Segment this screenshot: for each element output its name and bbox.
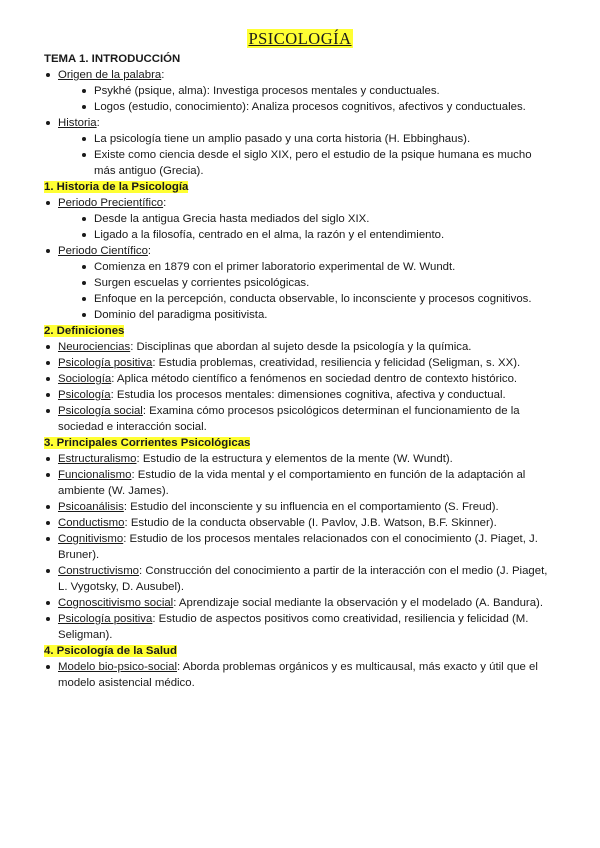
list-item: Conductismo: Estudio de la conducta observable (I. Pavlov, J.B. Watson, B.F. Skinner). bbox=[44, 515, 556, 531]
document-title-text: PSICOLOGÍA bbox=[248, 29, 352, 48]
sub-list-item: Enfoque en la percepción, conducta observable, lo inconsciente y procesos cognitivos. bbox=[80, 291, 556, 307]
sub-list-item: Logos (estudio, conocimiento): Analiza procesos cognitivos, afectivos y conductuales. bbox=[80, 99, 556, 115]
sub-list-item: Existe como ciencia desde el siglo XIX, pero el estudio de la psique humana es mucho más antiguo (Grecia). bbox=[80, 147, 556, 179]
sub-list-item: Surgen escuelas y corrientes psicológicas. bbox=[80, 275, 556, 291]
section-list-salud bbox=[44, 659, 556, 691]
list-item: Estructuralismo: Estudio de la estructura y elementos de la mente (W. Wundt). bbox=[44, 451, 556, 467]
list-item: Periodo Científico: Comienza en 1879 con el primer laboratorio experimental de W. Wundt. Surgen escuelas y corrientes psicológicas. Enfoque en la percepción, conducta observable, lo inconsciente y procesos cognitivos. Dominio del paradigma positivista. bbox=[44, 243, 556, 323]
sub-list-item: Ligado a la filosofía, centrado en el alma, la razón y el entendimiento. bbox=[80, 227, 556, 243]
sub-list-item: La psicología tiene un amplio pasado y una corta historia (H. Ebbinghaus). bbox=[80, 131, 556, 147]
list-item: Psicoanálisis: Estudio del inconsciente y su influencia en el comportamiento (S. Freud). bbox=[44, 499, 556, 515]
list-item: Psicología: Estudia los procesos mentales: dimensiones cognitiva, afectiva y conductual. bbox=[44, 387, 556, 403]
list-item: Historia: La psicología tiene un amplio pasado y una corta historia (H. Ebbinghaus). Existe como ciencia desde el siglo XIX, pero el estudio de la psique humana es mucho más antiguo (Grecia). bbox=[44, 115, 556, 179]
list-item: Constructivismo: Construcción del conocimiento a partir de la interacción con el medio (J. Piaget, L. Vygotsky, D. Ausubel). bbox=[44, 563, 556, 595]
sub-list-item: Desde la antigua Grecia hasta mediados del siglo XIX. bbox=[80, 211, 556, 227]
sub-list bbox=[80, 83, 556, 115]
sub-list bbox=[80, 211, 556, 243]
section-list-corrientes bbox=[44, 451, 556, 643]
list-item: Psicología positiva: Estudio de aspectos positivos como creatividad, resiliencia y felicidad (M. Seligman). bbox=[44, 611, 556, 643]
sub-list-item: Psykhé (psique, alma): Investiga procesos mentales y conductuales. bbox=[80, 83, 556, 99]
section-heading-corrientes: 3. Principales Corrientes Psicológicas bbox=[44, 437, 251, 449]
section-list-historia bbox=[44, 195, 556, 323]
list-item: Cognitivismo: Estudio de los procesos mentales relacionados con el conocimiento (J. Piaget, J. Bruner). bbox=[44, 531, 556, 563]
list-item: Neurociencias: Disciplinas que abordan al sujeto desde la psicología y la química. bbox=[44, 339, 556, 355]
section-heading-definiciones: 2. Definiciones bbox=[44, 325, 125, 337]
section-heading-salud: 4. Psicología de la Salud bbox=[44, 645, 177, 657]
list-item: Psicología positiva: Estudia problemas, creatividad, resiliencia y felicidad (Seligman, s. XX). bbox=[44, 355, 556, 371]
list-item: Origen de la palabra: Psykhé (psique, alma): Investiga procesos mentales y conductuales. Logos (estudio, conocimiento): Analiza procesos cognitivos, afectivos y conductuales. bbox=[44, 67, 556, 115]
list-item: Sociología: Aplica método científico a fenómenos en sociedad dentro de contexto histórico. bbox=[44, 371, 556, 387]
section-heading-historia: 1. Historia de la Psicología bbox=[44, 181, 189, 193]
sub-list bbox=[80, 131, 556, 179]
list-item: Periodo Precientífico: Desde la antigua Grecia hasta mediados del siglo XIX. Ligado a la filosofía, centrado en el alma, la razón y el entendimiento. bbox=[44, 195, 556, 243]
section-heading-tema-1: TEMA 1. INTRODUCCIÓN bbox=[44, 53, 181, 65]
list-item: Funcionalismo: Estudio de la vida mental y el comportamiento en función de la adaptación al ambiente (W. James). bbox=[44, 467, 556, 499]
section-list-definiciones bbox=[44, 339, 556, 435]
sub-list-item: Comienza en 1879 con el primer laboratorio experimental de W. Wundt. bbox=[80, 259, 556, 275]
list-item: Cognoscitivismo social: Aprendizaje social mediante la observación y el modelado (A. Bandura). bbox=[44, 595, 556, 611]
list-item: Psicología social: Examina cómo procesos psicológicos determinan el funcionamiento de la sociedad e interacción social. bbox=[44, 403, 556, 435]
document-title bbox=[44, 30, 556, 48]
sub-list-item: Dominio del paradigma positivista. bbox=[80, 307, 556, 323]
section-list-tema-1 bbox=[44, 67, 556, 179]
list-item: Modelo bio-psico-social: Aborda problemas orgánicos y es multicausal, más exacto y útil que el modelo asistencial médico. bbox=[44, 659, 556, 691]
sub-list bbox=[80, 259, 556, 323]
